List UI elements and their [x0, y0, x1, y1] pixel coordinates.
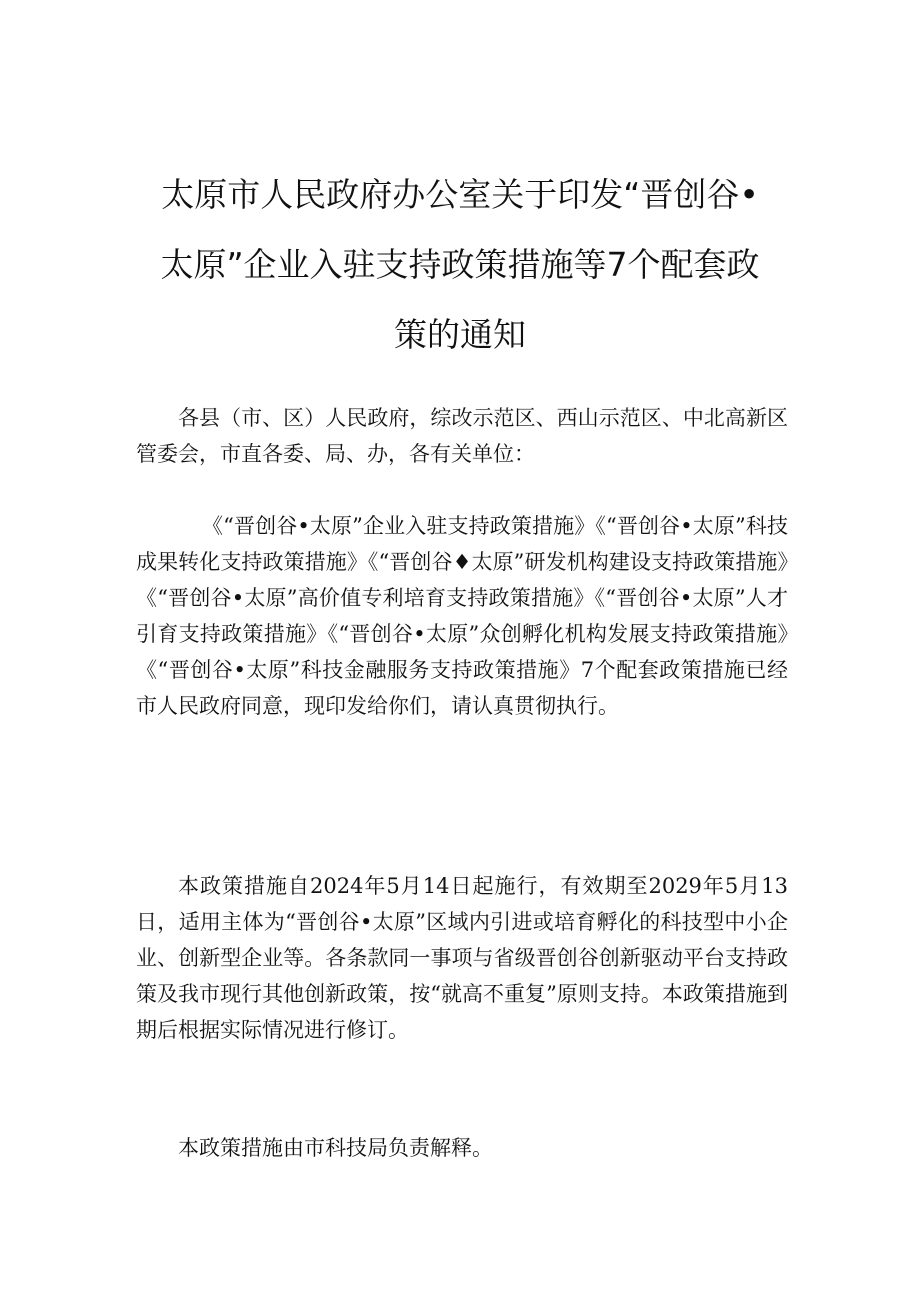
addressee-paragraph: 各县（市、区）人民政府，综改示范区、西山示范区、中北高新区管委会，市直各委、局、办，各有关单位：: [136, 406, 788, 466]
document-title: 太原市人民政府办公室关于印发“晋创谷•太原”企业入驻支持政策措施等7个配套政策的通知: [160, 175, 760, 354]
policy-list-paragraph: 《“晋创谷•太原”企业入驻支持政策措施》《“晋创谷•太原”科技成果转化支持政策措施》《“晋创谷♦太原”研发机构建设支持政策措施》《“晋创谷•太原”高价值专利培育支持政策措施》《“晋创谷•太原”人才引育支持政策措施》《“晋创谷•太原”众创孵化机构发展支持政策措施》《“晋创谷•太原”科技金融服务支持政策措施》7个配套政策措施已经市人民政府同意，现印发给你们，请认真贯彻执行。: [136, 514, 788, 718]
effective-period-paragraph: 本政策措施自2024年5月14日起施行，有效期至2029年5月13日，适用主体为“晋创谷•太原”区域内引进或培育孵化的科技型中小企业、创新型企业等。各条款同一事项与省级晋创谷创新驱动平台支持政策及我市现行其他创新政策，按“就高不重复”原则支持。本政策措施到期后根据实际情况进行修订。: [136, 874, 788, 1042]
interpretation-paragraph: 本政策措施由市科技局负责解释。: [178, 1136, 493, 1160]
